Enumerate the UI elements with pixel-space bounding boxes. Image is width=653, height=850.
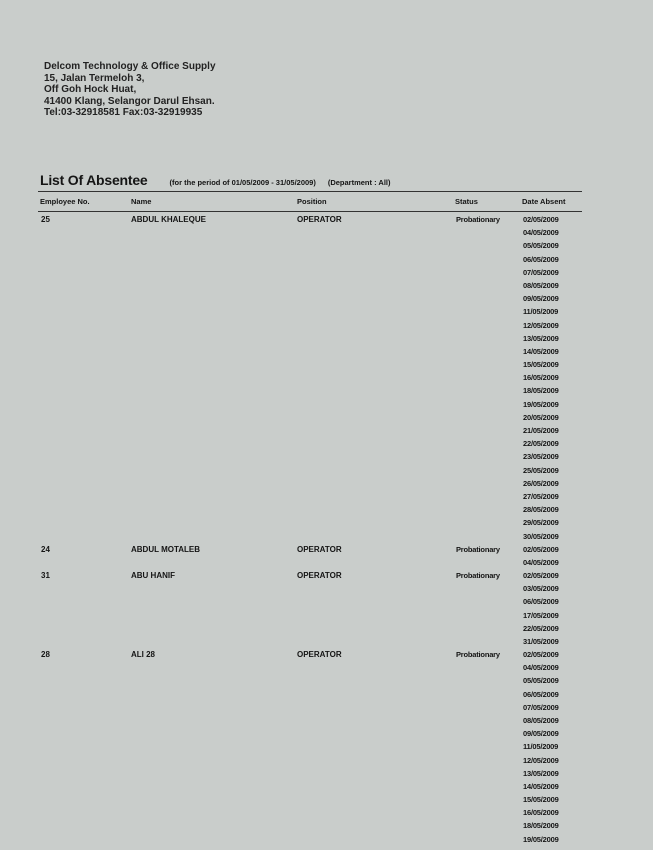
employee-position: OPERATOR — [297, 215, 342, 224]
column-header-name: Name — [131, 197, 152, 206]
date-absent-entry: 22/05/2009 — [523, 623, 559, 633]
employee-no: 31 — [41, 571, 50, 580]
employee-position: OPERATOR — [297, 545, 342, 554]
employee-name: ABDUL MOTALEB — [131, 545, 201, 554]
employee-name: ALI 28 — [131, 650, 156, 659]
date-absent-entry: 02/05/2009 — [523, 650, 559, 659]
date-absent-entry: 28/05/2009 — [523, 505, 559, 515]
column-header-position: Position — [297, 197, 327, 206]
date-absent-entry: 11/05/2009 — [523, 742, 559, 752]
date-absent-entry: 13/05/2009 — [523, 333, 559, 343]
date-absent-entry: 27/05/2009 — [523, 491, 559, 501]
date-absent-entry: 08/05/2009 — [523, 715, 559, 725]
date-absent-entry: 17/05/2009 — [523, 610, 559, 620]
date-absent-entry: 07/05/2009 — [523, 702, 559, 712]
employee-name: ABDUL KHALEQUE — [131, 215, 206, 224]
date-absent-entry: 08/05/2009 — [523, 280, 559, 290]
date-absent-entry: 09/05/2009 — [523, 294, 559, 304]
date-absent-entry: 05/05/2009 — [523, 676, 559, 686]
date-absent-entry: 14/05/2009 — [523, 346, 559, 356]
employee-status: Probationary — [456, 571, 500, 580]
company-address-line3: 41400 Klang, Selangor Darul Ehsan. — [44, 95, 215, 107]
date-absent-entry: 15/05/2009 — [523, 360, 559, 370]
date-absent-entry: 16/05/2009 — [523, 808, 559, 818]
column-header-date-absent: Date Absent — [522, 197, 566, 206]
date-absent-entry: 03/05/2009 — [523, 584, 559, 594]
employee-status: Probationary — [456, 650, 500, 659]
employee-status: Probationary — [456, 215, 500, 224]
date-absent-entry: 30/05/2009 — [523, 531, 559, 541]
date-absent-entry: 07/05/2009 — [523, 267, 559, 277]
date-absent-entry: 12/05/2009 — [523, 755, 559, 765]
employee-name: ABU HANIF — [131, 571, 175, 580]
report-title: List Of Absentee — [40, 172, 148, 188]
date-absent-entry: 11/05/2009 — [523, 307, 559, 317]
date-absent-list — [523, 571, 559, 650]
employee-no: 28 — [41, 650, 50, 659]
date-absent-entry: 02/05/2009 — [523, 571, 559, 580]
date-absent-entry: 31/05/2009 — [523, 636, 559, 646]
date-absent-entry: 02/05/2009 — [523, 215, 559, 224]
employee-position: OPERATOR — [297, 571, 342, 580]
date-absent-entry: 16/05/2009 — [523, 373, 559, 383]
employee-no: 24 — [41, 545, 50, 554]
column-header-employee-no: Employee No. — [40, 197, 90, 206]
date-absent-entry: 14/05/2009 — [523, 781, 559, 791]
date-absent-entry: 22/05/2009 — [523, 439, 559, 449]
date-absent-entry: 13/05/2009 — [523, 768, 559, 778]
employee-position: OPERATOR — [297, 650, 342, 659]
date-absent-entry: 02/05/2009 — [523, 545, 559, 554]
date-absent-entry: 21/05/2009 — [523, 426, 559, 435]
company-contact: Tel:03-32918581 Fax:03-32919935 — [44, 107, 203, 118]
date-absent-entry: 05/05/2009 — [523, 241, 559, 251]
date-absent-entry: 18/05/2009 — [523, 386, 559, 396]
date-absent-entry: 06/05/2009 — [523, 597, 559, 607]
report-period: (for the period of 01/05/2009 - 31/05/2009) — [169, 178, 316, 187]
date-absent-entry: 04/05/2009 — [523, 663, 559, 673]
date-absent-entry: 23/05/2009 — [523, 452, 559, 462]
date-absent-entry: 25/05/2009 — [523, 465, 559, 475]
date-absent-entry: 04/05/2009 — [523, 228, 559, 238]
date-absent-list — [523, 215, 559, 545]
report-department: (Department : All) — [327, 178, 391, 187]
date-absent-entry: 06/05/2009 — [523, 254, 559, 264]
date-absent-entry: 26/05/2009 — [523, 478, 559, 488]
employee-no: 25 — [41, 215, 50, 224]
company-name: Delcom Technology & Office Supply — [44, 61, 216, 72]
date-absent-entry: 06/05/2009 — [523, 689, 559, 699]
date-absent-entry: 29/05/2009 — [523, 518, 559, 528]
company-address-line1: 15, Jalan Termeloh 3, — [44, 72, 145, 84]
date-absent-list — [523, 650, 559, 848]
date-absent-entry: 19/05/2009 — [523, 834, 559, 844]
date-absent-list — [523, 545, 559, 571]
employee-status: Probationary — [456, 545, 500, 554]
company-address-line2: Off Goh Hock Huat, — [44, 84, 137, 95]
date-absent-entry: 04/05/2009 — [523, 558, 559, 568]
date-absent-entry: 19/05/2009 — [523, 399, 559, 409]
date-absent-entry: 18/05/2009 — [523, 821, 559, 831]
date-absent-entry: 15/05/2009 — [523, 795, 559, 805]
date-absent-entry: 20/05/2009 — [523, 412, 559, 422]
column-header-status: Status — [455, 197, 478, 206]
date-absent-entry: 09/05/2009 — [523, 729, 559, 739]
date-absent-entry: 12/05/2009 — [523, 320, 559, 330]
